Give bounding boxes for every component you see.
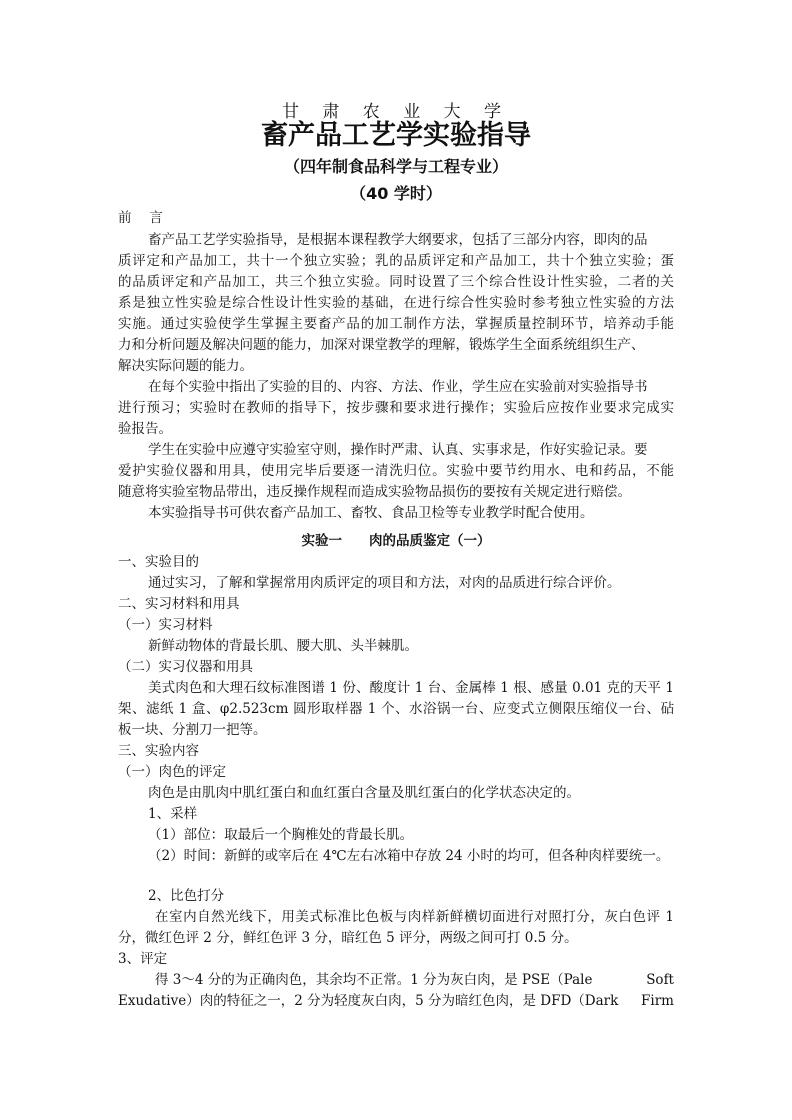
- body-line: [155, 970, 674, 990]
- preface-line: 进行预习；实验时在教师的指导下，按步骤和要求进行操作；实验后应按作业要求完成实: [118, 400, 674, 416]
- body-line-text: Soft: [646, 972, 674, 988]
- body-line: [118, 991, 674, 1011]
- preface-line: 质评定和产品加工，共十一个独立实验；乳的品质评定和产品加工，共十个独立实验；蛋: [118, 253, 674, 269]
- body-line: 在室内自然光线下，用美式标准比色板与肉样新鲜横切面进行对照打分，灰白色评 1: [155, 909, 674, 925]
- preface-line: 学生在实验中应遵守实验室守则，操作时严肃、认真、实事求是，作好实验记录。要: [148, 442, 648, 458]
- university-name: 甘 肃 农 业 大 学: [281, 102, 511, 122]
- course-hours: （40 学时）: [350, 184, 442, 203]
- preface-line: 的品质评定和产品加工，共三个独立实验。同时设置了三个综合性设计性实验，二者的关: [118, 274, 674, 290]
- preface-line: 验报告。: [118, 421, 172, 437]
- preface-line: 本实验指导书可供农畜产品加工、畜牧、食品卫检等专业教学时配合使用。: [148, 505, 594, 521]
- section-heading: 二、实习材料和用具: [118, 596, 240, 612]
- preface-line: 解决实际问题的能力。: [118, 358, 253, 374]
- preface-line: 系是独立性实验是综合性设计性实验的基础，在进行综合性实验时参考独立性实验的方法: [118, 295, 674, 311]
- body-line-text: Exudative）肉的特征之一，2 分为轻度灰白肉，5 分为暗红色肉，是 DFD（Dark: [118, 993, 619, 1009]
- body-line: （2）时间：新鲜的或宰后在 4℃左右冰箱中存放 24 小时的均可，但各种肉样要统一。: [148, 848, 670, 864]
- preface-line: 随意将实验室物品带出，违反操作规程而造成实验物品损伤的要按有关规定进行赔偿。: [118, 484, 631, 500]
- body-line: 分，微红色评 2 分，鲜红色评 3 分，暗红色 5 评分，两级之间可打 0.5 分。: [118, 930, 578, 946]
- preface-line: 实施。通过实验使学生掌握主要畜产品的加工制作方法，掌握质量控制环节，培养动手能: [118, 316, 674, 332]
- section-heading: 一、实验目的: [118, 554, 199, 570]
- preface-line: 畜产品工艺学实验指导，是根据本课程教学大纲要求，包括了三部分内容，即肉的品: [148, 232, 648, 248]
- document-subtitle: （四年制食品科学与工程专业）: [283, 157, 508, 176]
- preface-heading: 前 言: [118, 210, 163, 226]
- body-line: 通过实习，了解和掌握常用肉质评定的项目和方法，对肉的品质进行综合评价。: [148, 575, 621, 591]
- preface-line: 爱护实验仪器和用具，使用完毕后要逐一清洗归位。实验中要节约用水、电和药品，不能: [118, 463, 674, 479]
- body-line: 肉色是由肌肉中肌红蛋白和血红蛋白含量及肌红蛋白的化学状态决定的。: [148, 785, 580, 801]
- subsection-heading: （一）肉色的评定: [118, 764, 226, 780]
- document-title: 畜产品工艺学实验指导: [261, 120, 531, 151]
- experiment-heading: 实验一 肉的品质鉴定（一）: [301, 533, 491, 549]
- body-line-text: 得 3～4 分的为正确肉色，其余均不正常。1 分为灰白肉，是 PSE（Pale: [155, 972, 593, 988]
- body-line: （1）部位：取最后一个胸椎处的背最长肌。: [148, 827, 414, 843]
- step-heading: 1、采样: [148, 806, 198, 822]
- step-heading: 3、评定: [118, 951, 168, 967]
- preface-line: 力和分析问题及解决问题的能力，加深对课堂教学的理解，锻炼学生全面系统组织生产、: [118, 337, 645, 353]
- body-line: 新鲜动物体的背最长肌、腰大肌、头半棘肌。: [148, 638, 418, 654]
- preface-line: 在每个实验中指出了实验的目的、内容、方法、作业，学生应在实验前对实验指导书: [148, 379, 648, 395]
- body-line: 美式肉色和大理石纹标准图谱 1 份、酸度计 1 台、金属棒 1 根、感量 0.01 克的天平 1: [148, 680, 674, 696]
- body-line: 架、滤纸 1 盒、φ2.523cm 圆形取样器 1 个、水浴锅一台、应变式立侧限压缩仪一台、砧: [118, 701, 674, 717]
- section-heading: 三、实验内容: [118, 743, 199, 759]
- body-line: 板一块、分割刀一把等。: [118, 722, 267, 738]
- body-line-text: Firm: [641, 993, 674, 1009]
- subsection-heading: （二）实习仪器和用具: [118, 659, 253, 675]
- subsection-heading: （一）实习材料: [118, 617, 213, 633]
- step-heading: 2、比色打分: [148, 888, 225, 904]
